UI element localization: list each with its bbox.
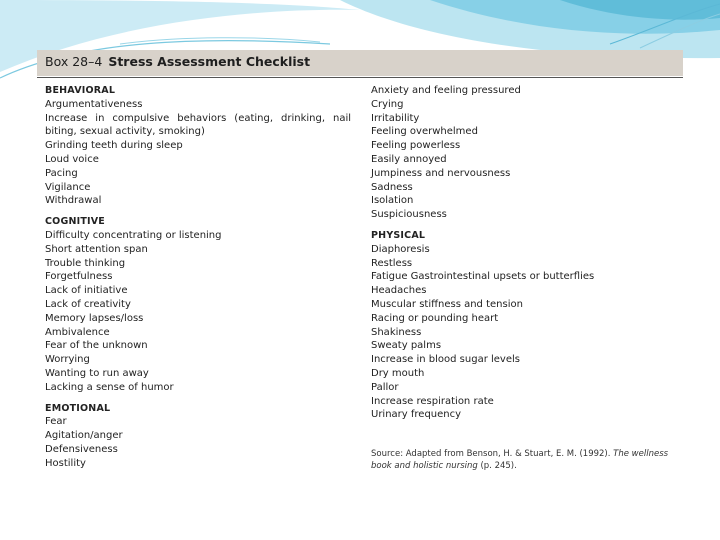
list-item: Grinding teeth during sleep	[45, 140, 183, 152]
list-item: Jumpiness and nervousness	[371, 167, 511, 179]
box-title: Stress Assessment Checklist	[108, 54, 311, 69]
section-title-cognitive: COGNITIVE	[45, 216, 105, 228]
list-item: Urinary frequency	[371, 409, 462, 421]
section-title-physical: PHYSICAL	[371, 229, 426, 241]
list-item: Isolation	[371, 195, 414, 207]
list-item: Fear of the unknown	[45, 340, 148, 352]
section-gap	[45, 208, 351, 215]
list-item: Feeling powerless	[371, 140, 461, 152]
list-item: Sweaty palms	[371, 340, 442, 352]
list-item: Restless	[371, 257, 413, 269]
section-title-emotional: EMOTIONAL	[45, 402, 111, 414]
right-column	[371, 84, 677, 422]
list-item: Hostility	[45, 457, 86, 469]
list-item: Ambivalence	[45, 326, 110, 338]
list-item: Crying	[371, 98, 404, 110]
source-citation	[371, 448, 677, 472]
list-item: Pacing	[45, 167, 78, 179]
left-column	[45, 84, 351, 471]
list-item: Difficulty concentrating or listening	[45, 229, 222, 241]
source-book-title: The wellness book and holistic nursing	[371, 449, 669, 471]
list-item: Fatigue Gastrointestinal upsets or butterflies	[371, 271, 595, 283]
list-item: Increase respiration rate	[371, 395, 494, 407]
box-header	[37, 50, 683, 76]
list-item: Headaches	[371, 285, 427, 297]
list-item: Increase in compulsive behaviors (eating, drinking, nail biting, sexual activity, smoking)	[45, 112, 351, 138]
list-item: Short attention span	[45, 243, 148, 255]
list-item: Diaphoresis	[371, 243, 430, 255]
list-item: Memory lapses/loss	[45, 312, 144, 324]
list-item: Racing or pounding heart	[371, 312, 499, 324]
checklist-box	[37, 50, 683, 470]
list-item: Irritability	[371, 112, 420, 124]
list-item: Lacking a sense of humor	[45, 381, 174, 393]
list-item: Argumentativeness	[45, 98, 143, 110]
list-item: Muscular stiffness and tension	[371, 298, 523, 310]
list-item: Shakiness	[371, 326, 422, 338]
list-item: Anxiety and feeling pressured	[371, 85, 521, 96]
list-item: Agitation/anger	[45, 430, 123, 442]
list-item: Increase in blood sugar levels	[371, 354, 520, 366]
source-suffix: (p. 245).	[477, 461, 517, 471]
header-divider	[37, 77, 683, 78]
list-item: Forgetfulness	[45, 271, 113, 283]
list-item: Suspiciousness	[371, 209, 447, 221]
list-item: Lack of initiative	[45, 285, 128, 297]
list-item: Wanting to run away	[45, 367, 149, 379]
list-item: Withdrawal	[45, 195, 102, 207]
section-title-behavioral: BEHAVIORAL	[45, 85, 116, 96]
list-item: Lack of creativity	[45, 298, 131, 310]
source-prefix: Source: Adapted from Benson, H. & Stuart, E. M. (1992).	[371, 449, 614, 459]
list-item: Fear	[45, 416, 67, 428]
list-item: Easily annoyed	[371, 153, 447, 165]
list-item: Dry mouth	[371, 367, 425, 379]
list-item: Loud voice	[45, 153, 99, 165]
list-item: Pallor	[371, 381, 399, 393]
list-item: Sadness	[371, 181, 413, 193]
box-number: Box 28–4	[45, 54, 103, 69]
list-item: Worrying	[45, 354, 90, 366]
list-item: Trouble thinking	[45, 257, 126, 269]
section-gap	[45, 395, 351, 402]
list-item: Defensiveness	[45, 443, 118, 455]
list-item: Feeling overwhelmed	[371, 126, 478, 138]
box-heading	[45, 54, 310, 69]
list-item: Vigilance	[45, 181, 91, 193]
section-gap	[371, 222, 677, 229]
